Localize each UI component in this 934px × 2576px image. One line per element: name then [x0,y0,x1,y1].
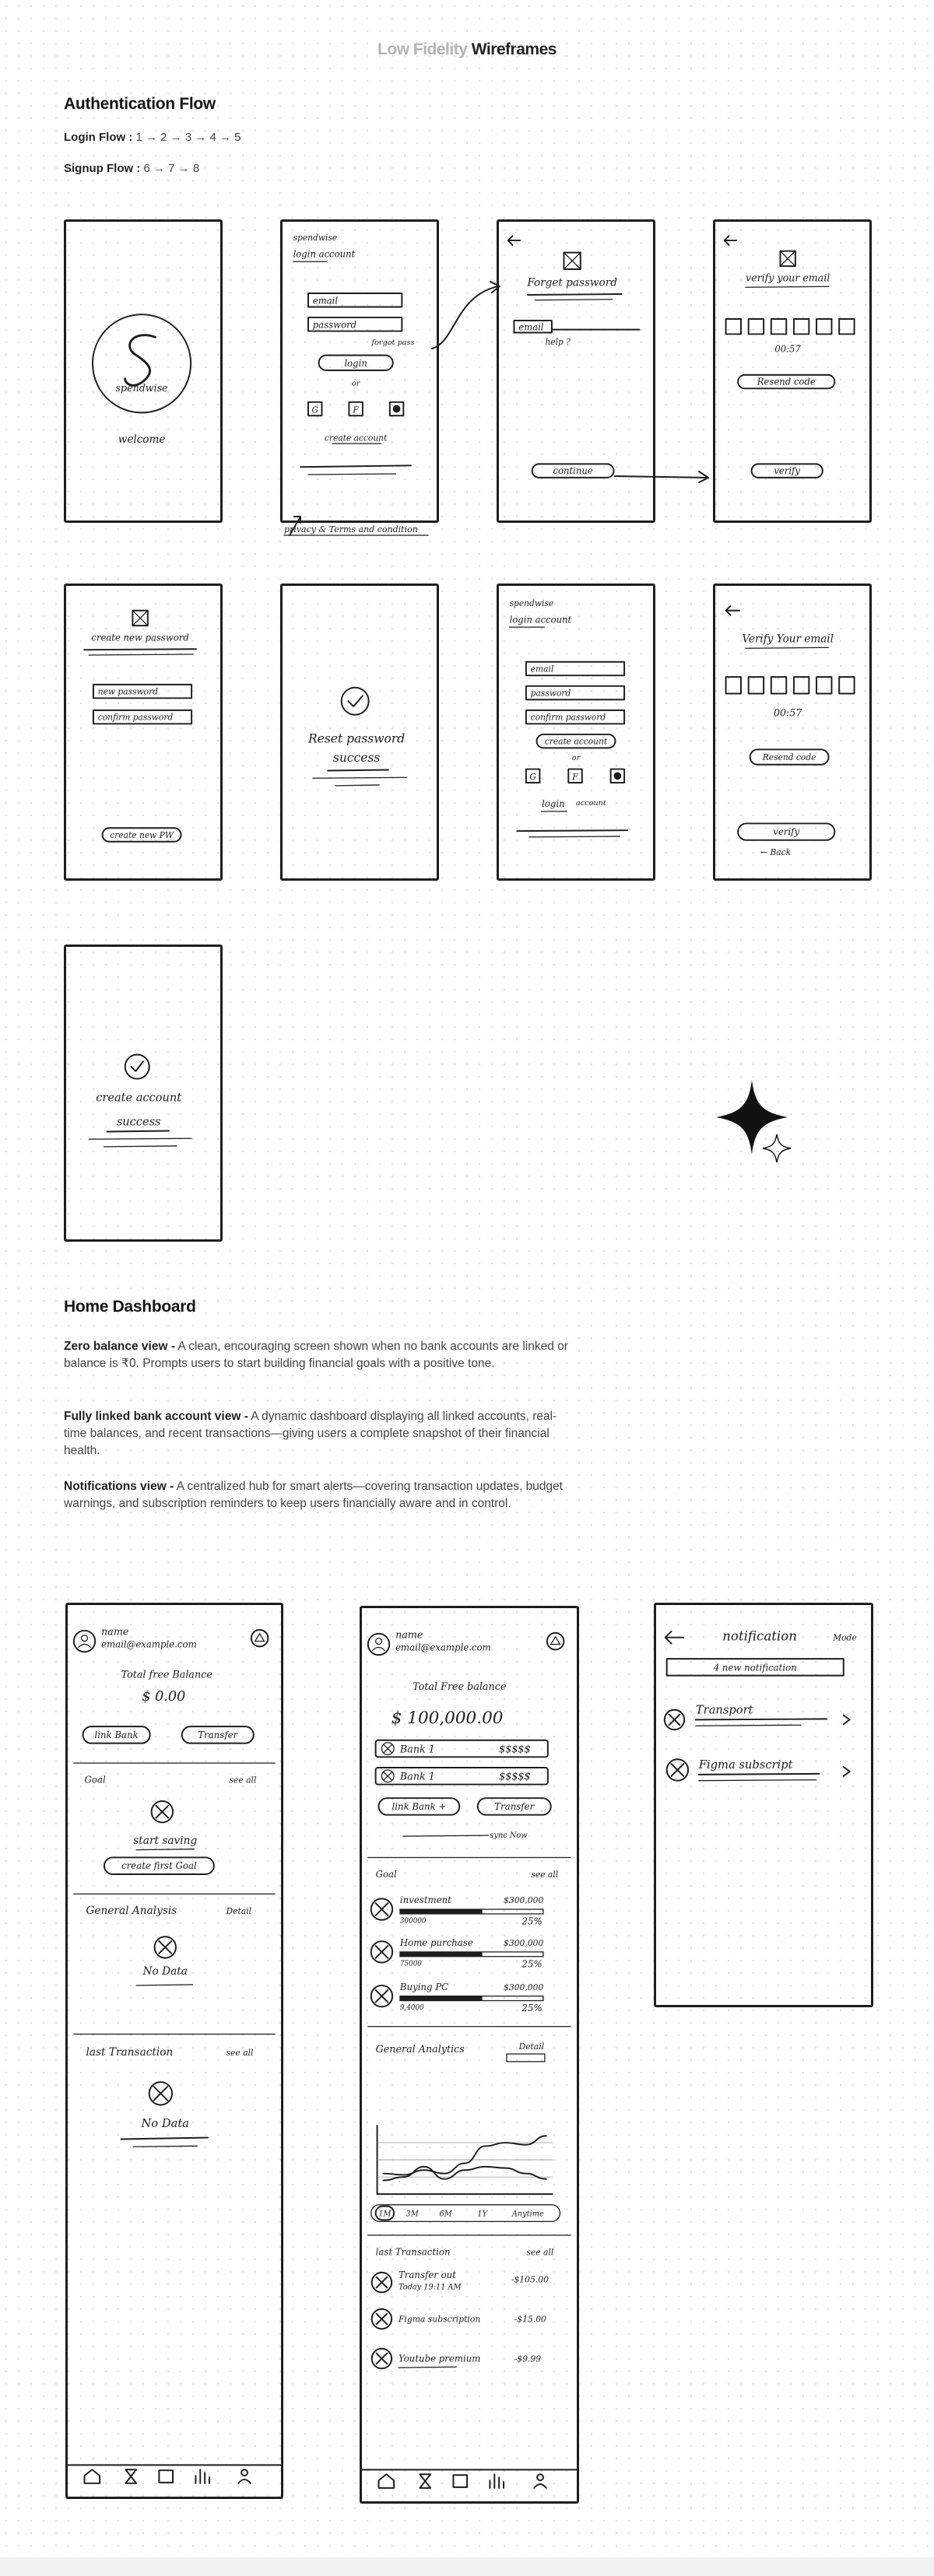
full-detail-link[interactable]: Detail [518,2042,545,2052]
zero-goal-label: Goal [84,1774,106,1786]
full-see-all-tx[interactable]: see all [526,2247,554,2258]
tx-row[interactable] [372,2269,549,2293]
sparkle-large-icon [716,1080,788,1155]
goal-progress [400,1952,483,1957]
signup-brand: spendwise [509,598,554,608]
tx-name: Youtube premium [398,2353,481,2364]
signup-facebook-label: F [572,772,578,783]
signup-or: or [571,753,581,762]
wireframe-login [280,219,439,523]
sparkle-small-icon [763,1134,791,1162]
login-subtitle: login account [293,248,356,260]
forgot-help[interactable]: help ? [545,337,571,348]
goal-progress [400,1996,483,2001]
signup-flow-label: Signup Flow : [64,162,141,175]
goal-target: $300,000 [504,1982,544,1992]
wireframe-signup [497,584,655,881]
signup-email-label: email [530,664,554,675]
goal-name: investment [399,1894,451,1906]
login-forgot-link[interactable]: forgot pass [371,338,415,348]
zero-no-data: No Data [142,1965,188,1978]
bank-name: Bank 1 [399,1743,435,1755]
full-goal-label: Goal [375,1868,397,1880]
back-arrow-icon[interactable] [665,1631,683,1644]
chevron-right-icon [844,1767,850,1776]
facebook-label: F [353,405,359,415]
forgot-title: Forget password [527,276,617,289]
desc-zero-title: Zero balance view - [64,1340,175,1353]
otp-boxes[interactable] [726,677,855,693]
privacy-terms[interactable]: privacy & Terms and condition [284,524,418,534]
goal-saved: 75000 [399,1960,422,1968]
verify-timer: 00:57 [774,343,801,355]
goal-target: $300,000 [504,1938,544,1949]
login-flow-steps: 1 → 2 → 3 → 4 → 5 [135,131,241,144]
newpass-title: create new password [91,632,189,643]
new-password-label: new password [97,686,159,697]
zero-no-data-tx: No Data [141,2116,189,2130]
bottom-nav [379,2474,546,2488]
zero-see-all[interactable]: see all [229,1775,257,1786]
signup-account-label: account [575,799,606,808]
full-balance-value: $ 100,000.00 [391,1709,504,1729]
signup-confirm-label: confirm password [530,712,606,723]
stats-nav-icon[interactable] [195,2469,209,2483]
stats-nav-icon[interactable] [490,2474,504,2488]
tx-name: Transfer out [398,2269,456,2280]
login-email-label: email [312,295,339,307]
analytics-chart [377,2126,553,2194]
tx-name: Figma subscription [398,2314,481,2325]
signup-flow [64,162,199,175]
zero-balance-value: $ 0.00 [142,1688,186,1705]
reset-line2: success [332,750,381,765]
verify-button-label: verify [774,465,801,476]
login-flow [64,131,241,144]
login-flow-label: Login Flow : [64,131,133,144]
zero-name: name [101,1625,129,1638]
goal-saved: 300000 [399,1917,427,1926]
account-line1: create account [96,1091,182,1105]
desc-linked [64,1408,570,1460]
zero-detail-link[interactable]: Detail [226,1905,252,1916]
wireframe-create-new-password [64,584,223,881]
back-arrow-icon[interactable] [508,236,521,245]
bank-amount: $$$$$ [499,1743,531,1755]
signup-create-label: create account [544,736,608,747]
goal-item[interactable] [371,1982,544,2013]
chevron-right-icon [844,1716,850,1725]
bank-amount: $$$$$ [499,1770,531,1782]
zero-balance-label: Total free Balance [121,1668,212,1681]
wireframe-zero-balance [65,1603,283,2499]
wireframe-verify-email-2 [713,584,872,881]
desc-linked-title: Fully linked bank account view - [64,1410,248,1423]
check-circle-icon [125,1055,149,1079]
wallet-nav-icon[interactable] [453,2475,467,2487]
goal-progress [400,1909,483,1914]
back-arrow-icon[interactable] [726,606,739,615]
create-new-pw-label: create new PW [110,829,174,840]
tx-date: Today 19:11 AM [398,2283,462,2292]
notification-item[interactable] [665,1704,850,1730]
bottom-strip [0,2557,934,2576]
zero-create-goal-label: create first Goal [121,1860,197,1872]
zero-start-saving: start saving [133,1834,198,1847]
wireframe-verify-email [713,219,872,523]
verify2-title: Verify Your email [742,633,834,646]
login-or: or [351,379,360,388]
bottom-nav [85,2469,251,2483]
title-muted: Low Fidelity [377,40,468,58]
range-tab[interactable]: 6M [439,2210,452,2219]
reset-line1: Reset password [307,731,406,746]
bank-row[interactable] [376,1740,548,1758]
full-sync-now[interactable]: sync Now [490,1831,528,1841]
otp-boxes[interactable] [726,319,855,334]
full-link-bank-label: link Bank + [392,1800,447,1812]
forgot-email-label: email [518,321,544,333]
full-name: name [395,1628,423,1641]
zero-see-all-tx[interactable]: see all [226,2047,254,2058]
desc-notif-title: Notifications view - [64,1480,174,1493]
notification-item[interactable] [667,1758,850,1781]
verify2-resend-label: Resend code [762,752,816,762]
desc-zero-body: A clean, encouraging screen shown when no bank accounts are linked or balance is ₹0. Prompts users to start building financial goals with a positive tone. [64,1340,568,1370]
range-tab[interactable]: Anytime [511,2210,544,2219]
check-circle-icon [342,688,369,715]
range-tab[interactable]: 3M [406,2210,419,2219]
full-last-tx-label: last Transaction [375,2246,451,2258]
goal-item[interactable] [371,1937,544,1969]
logo-s-icon [125,335,156,386]
logo-circle [93,314,191,412]
login-create-link[interactable]: create account [324,433,388,443]
wireframe-linked-dashboard [360,1606,579,2504]
signup-flow-steps: 6 → 7 → 8 [143,162,200,175]
bank-row[interactable] [376,1768,548,1785]
notification-icon[interactable] [547,1633,564,1650]
goal-name: Home purchase [399,1937,473,1949]
zero-last-tx-label: last Transaction [86,2045,174,2059]
chart-series-line-2 [383,2167,546,2181]
notif-item-title: Transport [695,1703,753,1717]
arrow-login-to-forgot [432,286,498,349]
goal-saved: 9,4000 [399,2004,424,2013]
zero-transfer-label: Transfer [198,1729,238,1740]
wallet-nav-icon[interactable] [159,2470,173,2483]
title-strong: Wireframes [471,40,557,58]
full-email: email@example.com [395,1642,491,1653]
tx-amount: -$9.99 [514,2353,542,2364]
notif-item-title: Figma subscript [698,1758,793,1772]
home-nav-icon[interactable] [85,2469,100,2483]
full-transfer-label: Transfer [494,1800,535,1812]
verify2-button-label: verify [773,826,800,837]
profile-nav-icon[interactable] [241,2469,248,2476]
zero-email: email@example.com [101,1638,197,1650]
forgot-continue-label: continue [553,465,593,476]
desc-notifications [64,1478,570,1512]
goals-nav-icon[interactable] [125,2469,136,2483]
tx-row[interactable] [372,2309,546,2329]
full-analytics-label: General Analytics [375,2043,465,2056]
verify-title: verify your email [746,272,830,284]
splash-brand: spendwise [115,382,168,394]
verify2-back-link[interactable]: ← Back [760,847,792,858]
google-label: G [311,405,318,415]
bank-name: Bank 1 [399,1770,435,1782]
goal-pct: 25% [521,1958,542,1970]
desc-notif-body: A centralized hub for smart alerts—covering transaction updates, budget warnings, and subscription reminders to keep users financially aware and in control. [64,1480,563,1510]
home-nav-icon[interactable] [379,2474,395,2488]
signup-subtitle: login account [509,614,572,626]
signup-password-label: password [530,688,571,699]
range-tab[interactable]: 1M [378,2210,392,2219]
goal-target: $300,000 [504,1895,544,1906]
detail-tab[interactable] [507,2054,545,2062]
wireframe-notifications [654,1603,873,2007]
login-button-label: login [344,358,367,370]
notification-icon[interactable] [251,1630,269,1647]
zero-analysis-label: General Analysis [86,1904,177,1917]
desc-zero-balance [64,1338,570,1372]
home-heading: Home Dashboard [64,1298,196,1316]
full-balance-label: Total Free balance [413,1681,507,1693]
range-tabs [371,2205,560,2222]
notif-banner-label: 4 new notification [713,1662,797,1674]
tx-amount: -$15.00 [514,2314,546,2325]
goals-nav-icon[interactable] [420,2474,430,2488]
wireframe-account-success [64,945,223,1242]
signup-google-label: G [529,772,536,783]
confirm-password-label: confirm password [97,712,174,723]
zero-link-bank-label: link Bank [94,1729,139,1740]
goal-item[interactable] [371,1894,544,1926]
desc-linked-body: A dynamic dashboard displaying all linked accounts, real-time balances, and recent transactions—giving users a complete snapshot of their financial health. [64,1410,557,1457]
goal-pct: 25% [521,1915,542,1927]
wireframe-reset-success [280,584,439,881]
signup-login-link[interactable]: login [542,798,565,810]
login-brand: spendwise [293,233,338,244]
wireframe-forgot-password [497,219,655,523]
auth-heading: Authentication Flow [64,95,216,113]
verify-resend-label: Resend code [757,376,816,387]
tx-amount: -$105.00 [511,2274,549,2285]
profile-nav-icon[interactable] [537,2474,543,2480]
back-arrow-icon[interactable] [725,236,737,245]
notif-title: notification [722,1628,797,1644]
range-tab[interactable]: 1Y [477,2210,487,2219]
chart-series-line-1 [383,2136,546,2175]
full-see-all[interactable]: see all [531,1869,559,1880]
goal-pct: 25% [521,2003,542,2014]
account-line2: success [116,1115,161,1129]
notif-mode[interactable]: Mode [833,1632,857,1643]
tx-row[interactable] [372,2349,542,2368]
goal-name: Buying PC [399,1981,449,1992]
login-password-label: password [312,319,357,331]
splash-welcome: welcome [118,433,166,447]
verify2-timer: 00:57 [774,706,802,719]
page-title [0,40,934,59]
wireframe-splash [64,219,223,523]
